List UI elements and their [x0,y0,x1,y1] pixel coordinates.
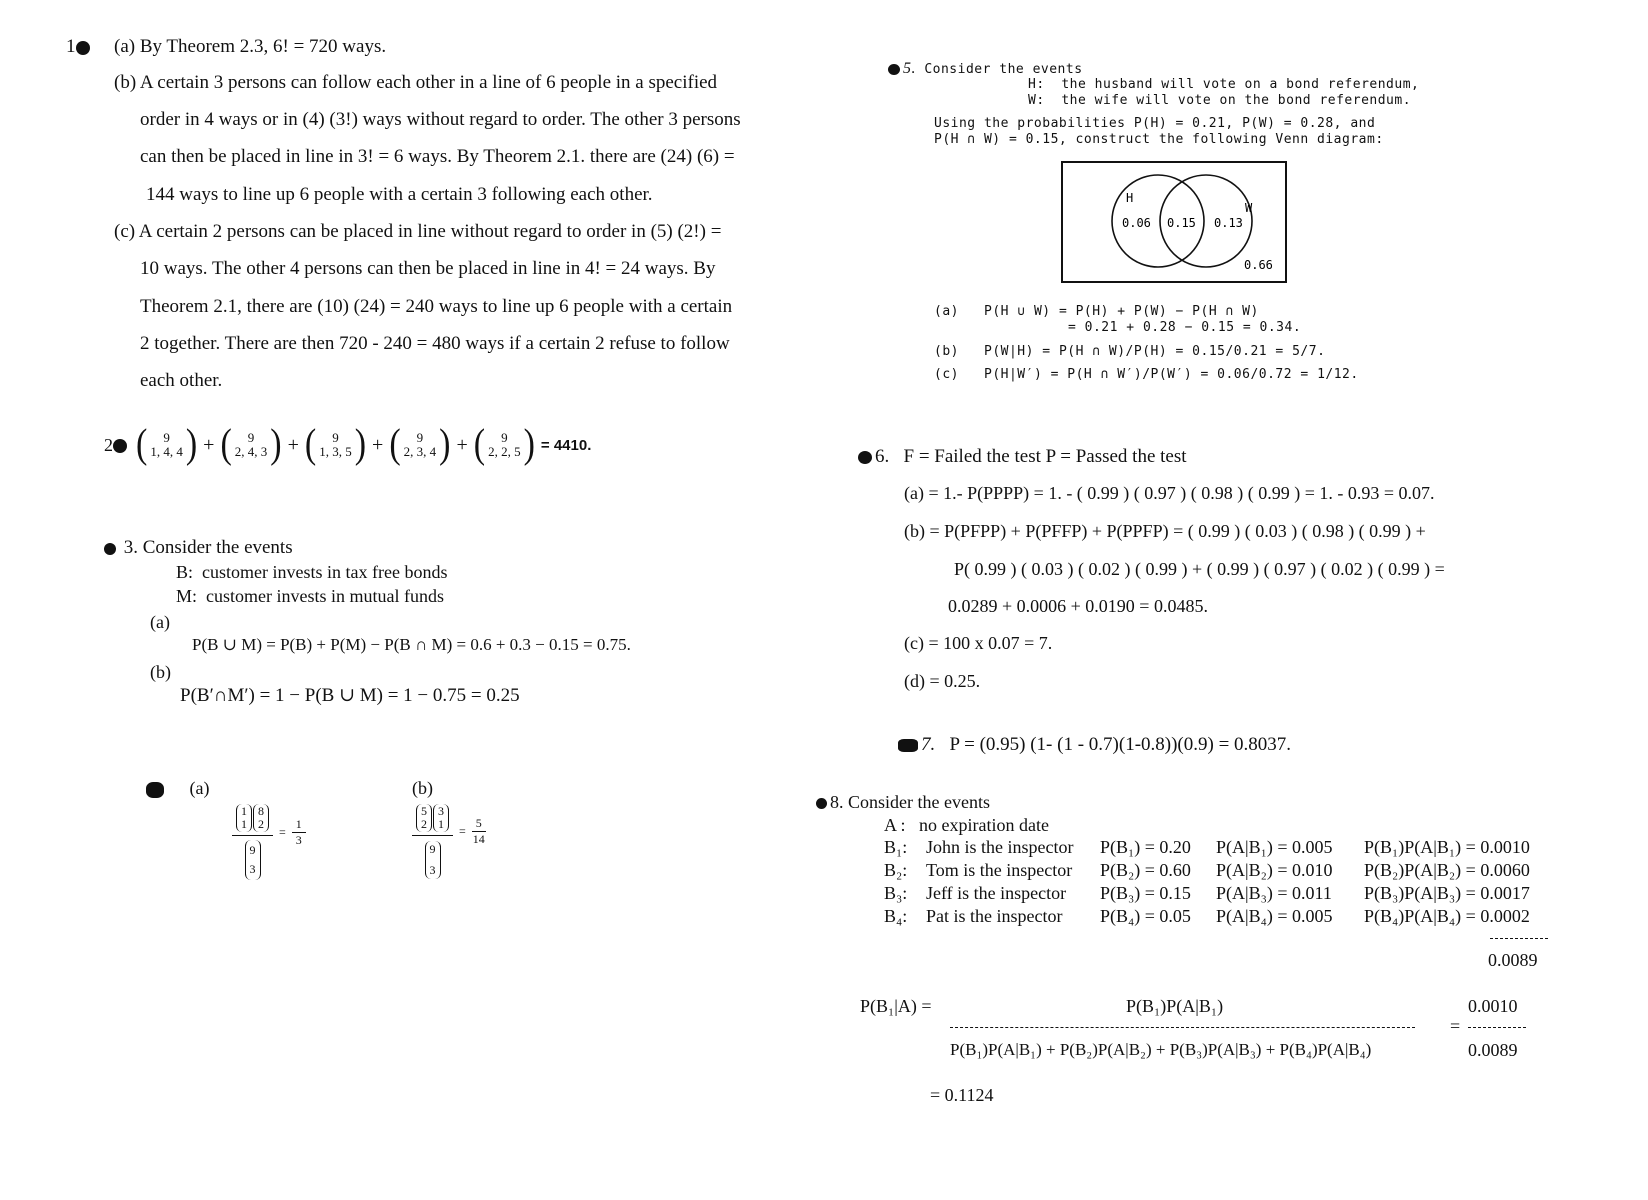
paren-open: ( [304,422,317,467]
problem-2-marker [104,435,130,456]
fraction-numerator [232,804,273,836]
event-text: customer invests in tax free bonds [202,562,448,582]
table-row [884,906,1544,929]
p4-a-fraction [232,804,273,880]
p5-b-line: P(W|H) = P(H ∩ W)/P(H) = 0.15/0.21 = 5/7. [984,344,1326,359]
row-prior: P(B₂) = 0.60 [1100,860,1191,880]
multinomial-term [473,422,535,467]
binom-bottom: 1 [241,817,247,831]
paren-open: ( [473,422,486,467]
problem-5-marker: 5. [903,60,916,77]
term-top: 9 [163,430,170,445]
paren-close: ) [439,422,451,467]
p1-c-line-3: Theorem 2.1, there are (10) (24) = 240 ways to line up 6 people with a certain [140,296,733,317]
term-top: 9 [247,430,255,445]
row-likelihood: P(A|B₃) = 0.011 [1216,883,1332,903]
binom-top: 9 [249,843,256,857]
paren-close: ) [354,422,367,467]
row-symbol: B₃: [884,883,908,903]
bullet-blot-icon [113,439,127,453]
event-symbol: B: [176,562,194,582]
p4-b-label: (b) [412,778,433,798]
binom-top: 1 [241,804,247,818]
binom [433,804,449,832]
term-bottom: 2, 2, 5 [488,444,521,459]
p6-b-line-1: (b) = P(PFPP) + P(PFFP) + P(PPFP) = ( 0.99 ) ( 0.03 ) ( 0.98 ) ( 0.99 ) + [904,521,1426,541]
p6-d: (d) = 0.25. [904,671,981,691]
table-row [884,860,1544,883]
value-fraction-bar [1468,1027,1526,1028]
problem-8-intro: Consider the events [848,792,990,812]
plus-sign: + [456,433,468,456]
value-numerator: 0.0010 [1468,996,1518,1016]
problem-7 [898,734,1291,756]
multinomial-result: = 4410. [540,436,592,454]
p5-using-line-2: P(H ∩ W) = 0.15, construct the following Venn diagram: [934,132,1384,147]
multinomial-term [389,422,451,467]
bayes-lhs: P(B₁|A) = [860,996,932,1016]
binom [425,841,441,879]
row-symbol: B₄: [884,906,908,926]
p5-b-label: (b) [934,344,959,359]
paren-open: ( [389,422,401,467]
paren-open: ( [220,422,232,467]
p6-c: (c) = 100 x 0.07 = 7. [904,633,1053,653]
binom [416,804,432,832]
bullet-blot-icon [76,41,90,55]
plus-sign: + [203,433,215,456]
inspector-table [884,837,1544,929]
equals-sign: = [279,824,286,839]
problem-2 [104,422,592,467]
problem-4-heading [146,778,209,799]
event-b [176,562,447,583]
p4-b-expression [412,804,486,879]
paren-close: ) [185,422,198,467]
venn-label-w: W [1245,201,1253,215]
binom [236,804,252,832]
p1-c-line-2: 10 ways. The other 4 persons can then be placed in line in 4! = 24 ways. By [140,258,716,279]
multinomial-term [304,422,367,467]
bullet-blot-icon [104,543,116,555]
p4-a-result [292,817,306,848]
paren-close: ) [523,422,535,467]
p3-b-equation: P(B′∩M′) = 1 − P(B ∪ M) = 1 − 0.75 = 0.25 [180,685,520,706]
p3-b-label: (b) [150,662,171,682]
event-a [884,815,1049,836]
problem-3-heading [104,537,293,559]
row-prior: P(B₃) = 0.15 [1100,883,1191,903]
marker-text: 2 [104,434,113,455]
bullet-blot-icon [146,782,164,798]
binom-bottom: 3 [429,863,436,877]
binom-top: 5 [421,804,427,818]
p1-c-line-4: 2 together. There are then 720 - 240 = 480 ways if a certain 2 refuse to follow [140,333,730,354]
binom-top: 3 [438,804,444,818]
p5-a-line-1: P(H ∪ W) = P(H) + P(W) − P(H ∩ W) [984,304,1259,319]
result-denominator: 14 [472,832,485,846]
venn-diagram [1060,160,1290,286]
multinomial-term [136,422,198,467]
venn-outside: 0.66 [1244,258,1273,272]
p3-a-equation: P(B ∪ M) = P(B) + P(M) − P(B ∩ M) = 0.6 + 0.3 − 0.15 = 0.75. [192,635,631,654]
row-likelihood: P(A|B₄) = 0.005 [1216,906,1333,926]
term-top: 9 [332,430,339,445]
p5-a-line-2: = 0.21 + 0.28 − 0.15 = 0.34. [1068,320,1302,335]
event-symbol: W: [1028,93,1045,108]
problem-1-marker [66,36,93,58]
term-top: 9 [416,430,424,445]
p1-b-line-2: order in 4 ways or in (4) (3!) ways without regard to order. The other 3 persons [140,109,741,130]
row-symbol: B₂: [884,860,908,880]
problem-3-intro: Consider the events [142,537,293,558]
problem-5-heading [888,60,1083,78]
term-top: 9 [501,430,508,445]
p6-b-line-3: 0.0289 + 0.0006 + 0.0190 = 0.0485. [948,596,1208,616]
problem-6-marker: 6. [875,446,890,467]
binom-bottom: 2 [421,817,427,831]
row-likelihood: P(A|B₁) = 0.005 [1216,837,1333,857]
venn-only-h: 0.06 [1122,216,1151,230]
problem-8-marker: 8. [830,792,844,812]
paren-close: ) [270,422,282,467]
bullet-blot-icon [888,64,900,75]
p4-b-result [472,816,486,847]
binom-bottom: 1 [438,817,444,831]
row-inspector: Jeff is the inspector [926,883,1067,903]
row-product: P(B₄)P(A|B₄) = 0.0002 [1364,906,1530,926]
row-inspector: Pat is the inspector [926,906,1063,926]
event-symbol: H: [1028,77,1045,92]
equals-sign: = [1450,1016,1461,1036]
value-denominator: 0.0089 [1468,1040,1518,1060]
row-prior: P(B₄) = 0.05 [1100,906,1191,926]
p5-c-label: (c) [934,367,959,382]
paren-open: ( [136,422,148,467]
binom-top: 8 [258,804,264,818]
term-bottom: 1, 4, 4 [150,444,183,459]
p1-b-line-4: 144 ways to line up 6 people with a certain 3 following each other. [146,184,653,205]
row-product: P(B₂)P(A|B₂) = 0.0060 [1364,860,1530,880]
venn-only-w: 0.13 [1214,216,1243,230]
p8-sum: 0.0089 [1488,950,1538,970]
p5-c-line: P(H|W′) = P(H ∩ W′)/P(W′) = 0.06/0.72 = 1/12. [984,367,1359,382]
problem-5-intro: Consider the events [924,62,1083,77]
p8-final: = 0.1124 [930,1085,994,1105]
bayes-numerator: P(B₁)P(A|B₁) [1126,996,1224,1016]
p3-a-label: (a) [150,612,170,632]
p5-a-label: (a) [934,304,959,319]
binom [245,840,261,880]
bullet-blot-icon [816,798,827,809]
fraction-numerator [412,804,453,836]
p6-b-line-2: P( 0.99 ) ( 0.03 ) ( 0.02 ) ( 0.99 ) + ( 0.99 ) ( 0.97 ) ( 0.02 ) ( 0.99 ) = [954,559,1445,579]
binom [253,804,269,832]
binom-top: 9 [429,842,436,856]
event-symbol: M: [176,586,198,606]
table-row [884,837,1544,860]
bullet-blot-icon [898,739,918,752]
event-text: no expiration date [919,815,1049,835]
event-text: the wife will vote on the bond referendum. [1061,93,1412,108]
term-bottom: 1, 3, 5 [319,444,352,459]
plus-sign: + [287,433,299,456]
plus-sign: + [372,433,384,456]
row-inspector: Tom is the inspector [926,860,1073,880]
multinomial-term [220,422,282,467]
venn-label-h: H [1126,191,1134,205]
event-w [1028,93,1411,108]
problem-8-heading [816,792,990,813]
row-prior: P(B₁) = 0.20 [1100,837,1191,857]
term-bottom: 2, 4, 3 [234,444,268,459]
fraction-denominator [425,836,441,879]
row-likelihood: P(A|B₂) = 0.010 [1216,860,1333,880]
bayes-fraction-bar [950,1027,1415,1028]
equals-sign: = [459,824,466,838]
row-product: P(B₃)P(A|B₃) = 0.0017 [1364,883,1530,903]
p1-b-line-3: can then be placed in line in 3! = 6 ways. By Theorem 2.1. there are (24) (6) = [140,146,735,167]
p1-c-line-1: (c) A certain 2 persons can be placed in line without regard to order in (5) (2!) = [114,221,722,242]
p5-using-line-1: Using the probabilities P(H) = 0.21, P(W) = 0.28, and [934,116,1376,131]
marker-text: 1 [66,36,76,57]
term-bottom: 2, 3, 4 [403,444,437,459]
event-text: customer invests in mutual funds [206,586,444,606]
row-symbol: B₁: [884,837,908,857]
p4-b-fraction [412,804,453,879]
table-row [884,883,1544,906]
event-m [176,586,444,607]
sum-rule [1490,938,1548,939]
p1-b-line-1: (b) A certain 3 persons can follow each other in a line of 6 people in a specified [114,72,718,93]
bullet-blot-icon [858,451,872,464]
p1-c-line-5: each other. [140,370,223,391]
bayes-denominator: P(B₁)P(A|B₁) + P(B₂)P(A|B₂) + P(B₃)P(A|B₃) + P(B₄)P(A|B₄) [950,1040,1372,1059]
binom-bottom: 2 [258,817,264,831]
venn-both: 0.15 [1167,216,1196,230]
problem-3-marker: 3. [123,537,138,558]
result-numerator: 1 [292,817,306,833]
fraction-denominator [245,836,261,880]
p6-a: (a) = 1.- P(PPPP) = 1. - ( 0.99 ) ( 0.97 ) ( 0.98 ) ( 0.99 ) = 1. - 0.93 = 0.07. [904,483,1435,503]
result-numerator: 5 [472,816,486,832]
row-product: P(B₁)P(A|B₁) = 0.0010 [1364,837,1530,857]
problem-7-marker: 7. [921,734,936,755]
problem-6-intro: F = Failed the test P = Passed the test [903,446,1187,467]
result-denominator: 3 [295,832,302,847]
event-text: the husband will vote on a bond referendum, [1061,77,1420,92]
problem-6-heading [858,446,1187,468]
event-symbol: A : [884,815,906,835]
row-inspector: John is the inspector [926,837,1074,857]
p4-a-expression [232,804,306,880]
problem-7-equation: P = (0.95) (1- (1 - 0.7)(1-0.8))(0.9) = 0.8037. [949,734,1292,755]
p1-part-a: (a) By Theorem 2.3, 6! = 720 ways. [114,36,387,57]
p4-a-label: (a) [189,778,210,798]
event-h [1028,77,1419,92]
binom-bottom: 3 [249,862,256,876]
